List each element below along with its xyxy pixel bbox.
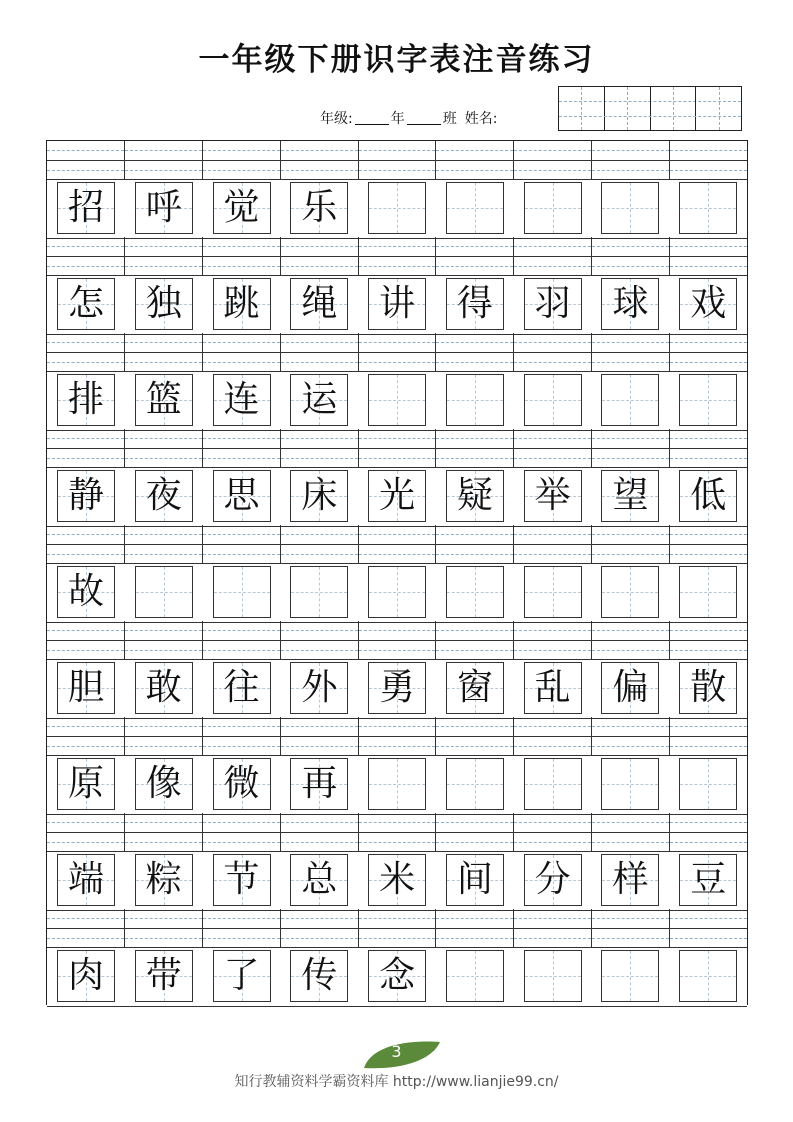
practice-row [47, 525, 747, 621]
character: 讲 [379, 283, 416, 324]
character: 举 [534, 475, 571, 516]
char-band [47, 755, 747, 815]
practice-row [47, 813, 747, 909]
character: 羽 [534, 283, 571, 324]
character-box[interactable] [601, 566, 659, 618]
character-box[interactable] [135, 758, 193, 810]
pinyin-band [47, 525, 747, 563]
character-box[interactable] [446, 854, 504, 906]
pinyin-cell[interactable] [47, 333, 125, 371]
character: 静 [67, 475, 104, 516]
character-box[interactable] [601, 182, 659, 234]
grade-label: 年级: [320, 111, 353, 127]
character-box[interactable] [213, 470, 271, 522]
pinyin-band [47, 237, 747, 275]
pinyin-cell[interactable] [514, 717, 592, 755]
character: 偏 [612, 667, 649, 708]
pinyin-cell[interactable] [514, 909, 592, 947]
character-box[interactable] [213, 854, 271, 906]
character-box[interactable] [368, 950, 426, 1002]
pinyin-band [47, 717, 747, 755]
pinyin-cell[interactable] [203, 333, 281, 371]
character-box[interactable] [57, 470, 115, 522]
pinyin-cell[interactable] [281, 237, 359, 275]
footer-source: 知行教辅资料学霸资料库 http://www.lianjie99.cn/ [234, 1074, 559, 1090]
character-box[interactable] [601, 950, 659, 1002]
character-box[interactable] [290, 278, 348, 330]
character-box[interactable] [135, 278, 193, 330]
char-band [47, 851, 747, 911]
practice-row [47, 141, 747, 237]
character: 像 [145, 763, 182, 804]
practice-grid [46, 140, 748, 1005]
character: 散 [690, 667, 727, 708]
character-box[interactable] [679, 950, 737, 1002]
pinyin-cell[interactable] [125, 813, 203, 851]
character-box[interactable] [213, 374, 271, 426]
character: 胆 [67, 667, 104, 708]
char-band [47, 275, 747, 335]
character: 得 [456, 283, 493, 324]
pinyin-cell[interactable] [47, 141, 125, 179]
pinyin-cell[interactable] [670, 429, 747, 467]
character-box[interactable] [524, 758, 582, 810]
pinyin-cell[interactable] [203, 813, 281, 851]
character: 故 [67, 571, 104, 612]
year-suffix: 年 [390, 111, 405, 127]
pinyin-cell[interactable] [670, 237, 747, 275]
character: 了 [223, 955, 260, 996]
pinyin-cell[interactable] [592, 717, 670, 755]
character: 间 [456, 859, 493, 900]
character-box[interactable] [135, 854, 193, 906]
character-box[interactable] [135, 182, 193, 234]
practice-row [47, 237, 747, 333]
pinyin-cell[interactable] [670, 621, 747, 659]
pinyin-cell[interactable] [359, 333, 437, 371]
pinyin-cell[interactable] [436, 333, 514, 371]
character-box[interactable] [57, 950, 115, 1002]
pinyin-cell[interactable] [125, 909, 203, 947]
character-box[interactable] [601, 758, 659, 810]
pinyin-cell[interactable] [436, 621, 514, 659]
character-box[interactable] [213, 278, 271, 330]
character-box[interactable] [135, 470, 193, 522]
character: 连 [223, 379, 260, 420]
character-box[interactable] [213, 182, 271, 234]
pinyin-cell[interactable] [592, 429, 670, 467]
character-box[interactable] [679, 182, 737, 234]
char-band [47, 467, 747, 527]
character-box[interactable] [368, 854, 426, 906]
character: 排 [67, 379, 104, 420]
pinyin-cell[interactable] [281, 525, 359, 563]
pinyin-cell[interactable] [514, 429, 592, 467]
pinyin-cell[interactable] [514, 621, 592, 659]
character: 戏 [690, 283, 727, 324]
character-box[interactable] [524, 566, 582, 618]
pinyin-cell[interactable] [47, 525, 125, 563]
char-band [47, 179, 747, 239]
pinyin-cell[interactable] [436, 525, 514, 563]
character-box[interactable] [524, 854, 582, 906]
class-suffix: 班 [442, 111, 457, 127]
character-box[interactable] [57, 278, 115, 330]
pinyin-cell[interactable] [592, 525, 670, 563]
pinyin-cell[interactable] [514, 525, 592, 563]
character-box[interactable] [213, 662, 271, 714]
pinyin-cell[interactable] [359, 429, 437, 467]
char-band [47, 659, 747, 719]
practice-row [47, 717, 747, 813]
pinyin-cell[interactable] [125, 141, 203, 179]
pinyin-cell[interactable] [592, 141, 670, 179]
practice-row [47, 333, 747, 429]
practice-row [47, 909, 747, 1005]
character-box[interactable] [213, 566, 271, 618]
character-box[interactable] [601, 662, 659, 714]
character-box[interactable] [290, 182, 348, 234]
practice-row [47, 429, 747, 525]
character-box[interactable] [213, 758, 271, 810]
pinyin-cell[interactable] [436, 429, 514, 467]
character: 怎 [67, 283, 104, 324]
pinyin-cell[interactable] [436, 909, 514, 947]
character: 运 [301, 379, 338, 420]
character-box[interactable] [57, 566, 115, 618]
character: 绳 [301, 283, 338, 324]
pinyin-cell[interactable] [281, 717, 359, 755]
class-blank[interactable] [407, 112, 441, 125]
character-box[interactable] [446, 758, 504, 810]
pinyin-cell[interactable] [592, 813, 670, 851]
character-box[interactable] [368, 662, 426, 714]
pinyin-cell[interactable] [514, 333, 592, 371]
pinyin-cell[interactable] [359, 141, 437, 179]
character-box[interactable] [446, 950, 504, 1002]
character-box[interactable] [290, 950, 348, 1002]
character: 肉 [67, 955, 104, 996]
pinyin-cell[interactable] [436, 717, 514, 755]
character-box[interactable] [368, 182, 426, 234]
pinyin-cell[interactable] [359, 525, 437, 563]
character: 节 [223, 859, 260, 900]
pinyin-cell[interactable] [670, 813, 747, 851]
character-box[interactable] [679, 278, 737, 330]
character: 望 [612, 475, 649, 516]
character-box[interactable] [679, 662, 737, 714]
pinyin-cell[interactable] [47, 621, 125, 659]
character: 微 [223, 763, 260, 804]
page-title: 一年级下册识字表注音练习 [198, 42, 595, 78]
pinyin-band [47, 621, 747, 659]
pinyin-cell[interactable] [125, 525, 203, 563]
character: 总 [301, 859, 338, 900]
character-box[interactable] [57, 182, 115, 234]
pinyin-cell[interactable] [281, 141, 359, 179]
character: 窗 [456, 667, 493, 708]
character-box[interactable] [135, 374, 193, 426]
pinyin-cell[interactable] [670, 717, 747, 755]
pinyin-cell[interactable] [203, 141, 281, 179]
pinyin-cell[interactable] [281, 813, 359, 851]
character-box[interactable] [368, 758, 426, 810]
pinyin-cell[interactable] [203, 237, 281, 275]
character: 篮 [145, 379, 182, 420]
pinyin-cell[interactable] [436, 237, 514, 275]
character-box[interactable] [446, 182, 504, 234]
pinyin-cell[interactable] [514, 141, 592, 179]
character: 乐 [301, 187, 338, 228]
char-band [47, 947, 747, 1007]
character-box[interactable] [601, 278, 659, 330]
page-number: 3 [391, 1042, 402, 1061]
pinyin-cell[interactable] [592, 333, 670, 371]
character: 觉 [223, 187, 260, 228]
practice-row [47, 621, 747, 717]
pinyin-cell[interactable] [281, 621, 359, 659]
pinyin-cell[interactable] [203, 717, 281, 755]
character-box[interactable] [57, 758, 115, 810]
character: 传 [301, 955, 338, 996]
pinyin-cell[interactable] [47, 717, 125, 755]
character-box[interactable] [290, 758, 348, 810]
pinyin-band [47, 141, 747, 179]
name-label: 姓名: [464, 111, 498, 127]
pinyin-cell[interactable] [125, 237, 203, 275]
character: 往 [223, 667, 260, 708]
pinyin-cell[interactable] [436, 141, 514, 179]
character-box[interactable] [524, 662, 582, 714]
character: 夜 [145, 475, 182, 516]
character-box[interactable] [290, 662, 348, 714]
character: 疑 [456, 475, 493, 516]
character: 米 [379, 859, 416, 900]
character-box[interactable] [679, 374, 737, 426]
pinyin-cell[interactable] [359, 717, 437, 755]
pinyin-cell[interactable] [47, 237, 125, 275]
pinyin-cell[interactable] [281, 909, 359, 947]
pinyin-cell[interactable] [203, 429, 281, 467]
character-box[interactable] [213, 950, 271, 1002]
character-box[interactable] [446, 662, 504, 714]
character-box[interactable] [368, 470, 426, 522]
character: 粽 [145, 859, 182, 900]
character: 样 [612, 859, 649, 900]
character-box[interactable] [446, 374, 504, 426]
character-box[interactable] [679, 854, 737, 906]
character-box[interactable] [57, 374, 115, 426]
character-box[interactable] [290, 566, 348, 618]
character: 念 [379, 955, 416, 996]
character: 乱 [534, 667, 571, 708]
pinyin-cell[interactable] [281, 333, 359, 371]
pinyin-band [47, 333, 747, 371]
character: 再 [301, 763, 338, 804]
pinyin-cell[interactable] [359, 909, 437, 947]
character-box[interactable] [368, 566, 426, 618]
pinyin-cell[interactable] [47, 429, 125, 467]
pinyin-cell[interactable] [670, 333, 747, 371]
char-band [47, 371, 747, 431]
pinyin-cell[interactable] [281, 429, 359, 467]
character-box[interactable] [679, 566, 737, 618]
student-info [320, 108, 497, 128]
character-box[interactable] [290, 854, 348, 906]
pinyin-cell[interactable] [670, 909, 747, 947]
character-box[interactable] [290, 374, 348, 426]
character-box[interactable] [601, 470, 659, 522]
character: 原 [67, 763, 104, 804]
character-box[interactable] [57, 662, 115, 714]
pinyin-cell[interactable] [359, 621, 437, 659]
pinyin-cell[interactable] [125, 333, 203, 371]
year-blank[interactable] [355, 112, 389, 125]
character-box[interactable] [524, 182, 582, 234]
character: 分 [534, 859, 571, 900]
character-box[interactable] [446, 566, 504, 618]
pinyin-cell[interactable] [203, 909, 281, 947]
name-writing-grid[interactable] [558, 86, 742, 131]
pinyin-cell[interactable] [670, 525, 747, 563]
character: 床 [301, 475, 338, 516]
pinyin-band [47, 429, 747, 467]
character-box[interactable] [135, 662, 193, 714]
character: 低 [690, 475, 727, 516]
character-box[interactable] [524, 470, 582, 522]
character: 豆 [690, 859, 727, 900]
pinyin-cell[interactable] [125, 717, 203, 755]
character-box[interactable] [601, 854, 659, 906]
character: 勇 [379, 667, 416, 708]
character-box[interactable] [290, 470, 348, 522]
character: 端 [67, 859, 104, 900]
character: 光 [379, 475, 416, 516]
character-box[interactable] [135, 950, 193, 1002]
character-box[interactable] [679, 758, 737, 810]
character-box[interactable] [679, 470, 737, 522]
character-box[interactable] [135, 566, 193, 618]
pinyin-cell[interactable] [203, 525, 281, 563]
character: 跳 [223, 283, 260, 324]
character-box[interactable] [368, 374, 426, 426]
pinyin-cell[interactable] [359, 237, 437, 275]
character-box[interactable] [368, 278, 426, 330]
character: 独 [145, 283, 182, 324]
character-box[interactable] [446, 470, 504, 522]
pinyin-cell[interactable] [47, 813, 125, 851]
pinyin-cell[interactable] [436, 813, 514, 851]
pinyin-cell[interactable] [125, 621, 203, 659]
character-box[interactable] [446, 278, 504, 330]
pinyin-cell[interactable] [125, 429, 203, 467]
pinyin-band [47, 813, 747, 851]
character-box[interactable] [57, 854, 115, 906]
pinyin-cell[interactable] [592, 909, 670, 947]
pinyin-cell[interactable] [592, 621, 670, 659]
character-box[interactable] [524, 278, 582, 330]
character: 球 [612, 283, 649, 324]
character: 带 [145, 955, 182, 996]
pinyin-cell[interactable] [592, 237, 670, 275]
pinyin-cell[interactable] [47, 909, 125, 947]
pinyin-cell[interactable] [514, 237, 592, 275]
pinyin-cell[interactable] [670, 141, 747, 179]
character-box[interactable] [524, 950, 582, 1002]
pinyin-cell[interactable] [359, 813, 437, 851]
character: 思 [223, 475, 260, 516]
pinyin-band [47, 909, 747, 947]
pinyin-cell[interactable] [514, 813, 592, 851]
char-band [47, 563, 747, 623]
character: 敢 [145, 667, 182, 708]
pinyin-cell[interactable] [203, 621, 281, 659]
character: 呼 [145, 187, 182, 228]
character-box[interactable] [601, 374, 659, 426]
character: 外 [301, 667, 338, 708]
character: 招 [67, 187, 104, 228]
character-box[interactable] [524, 374, 582, 426]
